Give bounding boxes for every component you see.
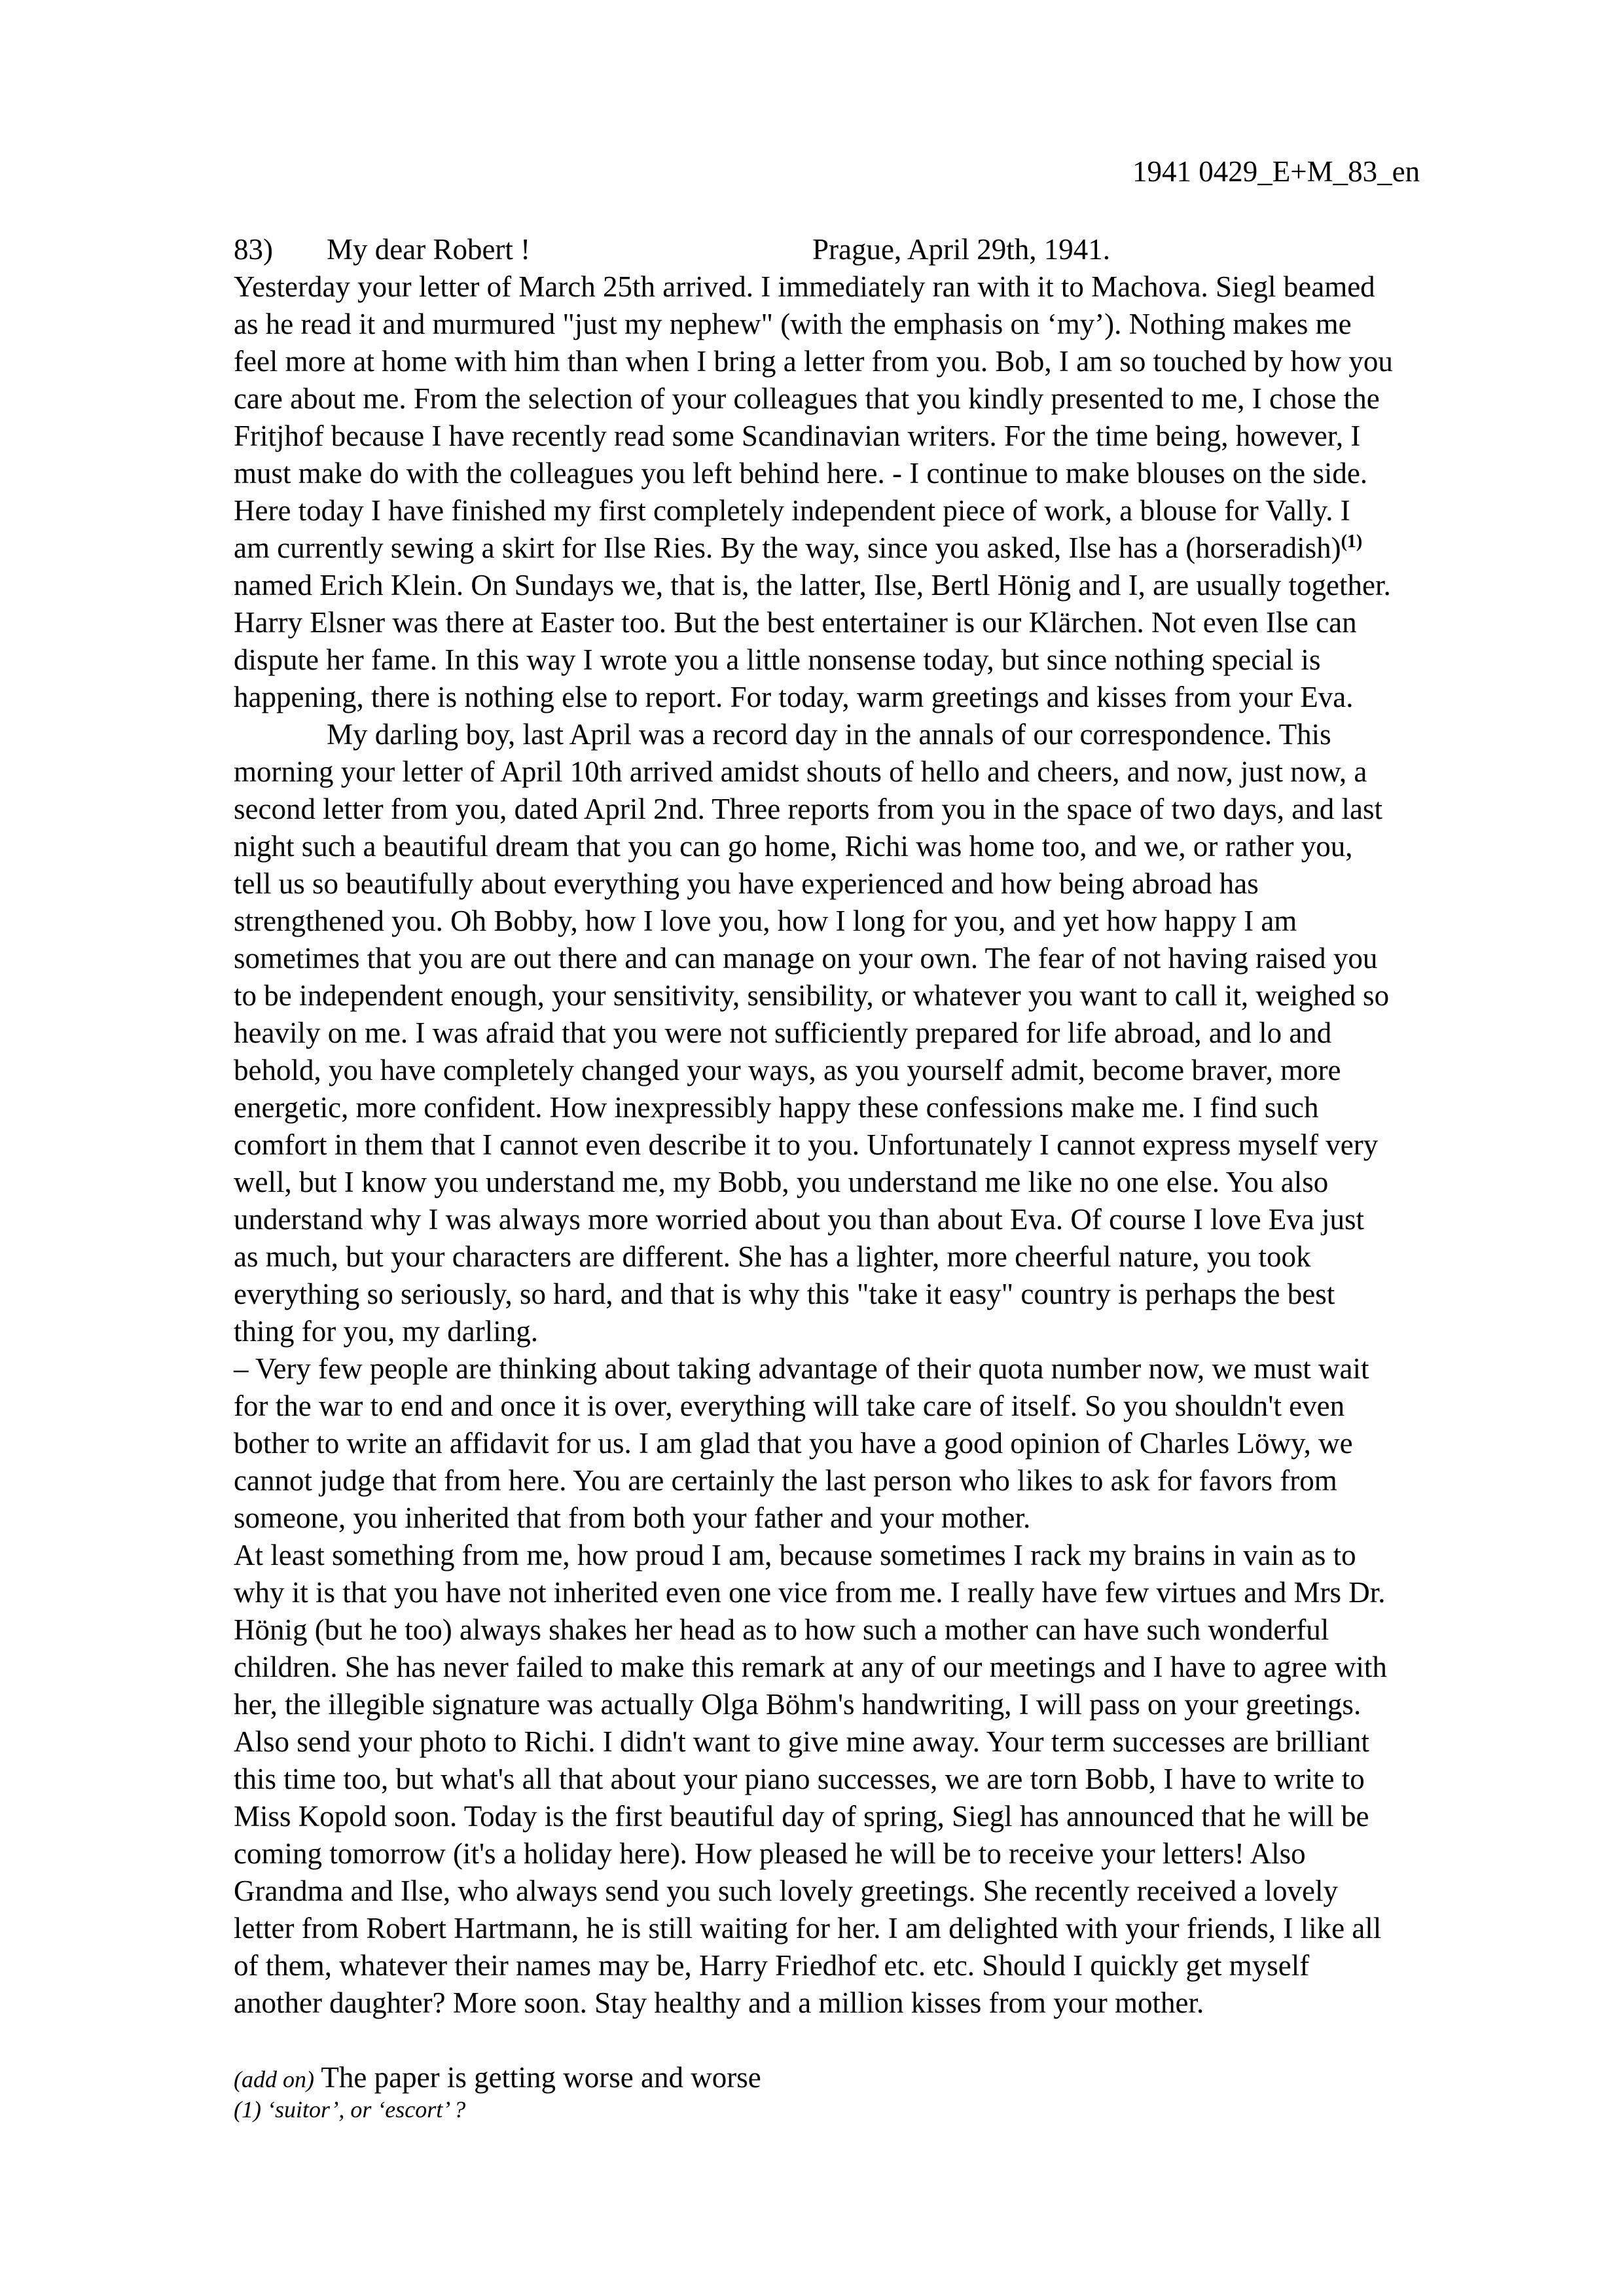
- text-line: My darling boy, last April was a record day in the annals of our correspondence. This: [327, 718, 1331, 751]
- text-line: At least something from me, how proud I am, because sometimes I rack my brains in vain as to: [234, 1539, 1356, 1571]
- text-line: must make do with the colleagues you left behind here. - I continue to make blouses on the side.: [234, 457, 1368, 490]
- addon-text: The paper is getting worse and worse: [314, 2061, 761, 2094]
- text-line: named Erich Klein. On Sundays we, that is, the latter, Ilse, Bertl Hönig and I, are usually together.: [234, 569, 1391, 601]
- footnote-marker: (1): [1341, 531, 1363, 552]
- text-line: sometimes that you are out there and can manage on your own. The fear of not having raised you: [234, 942, 1378, 975]
- text-line: second letter from you, dated April 2nd. Three reports from you in the space of two days, and last: [234, 793, 1382, 825]
- text-line: children. She has never failed to make this remark at any of our meetings and I have to agree with: [234, 1651, 1387, 1683]
- text-line: care about me. From the selection of your colleagues that you kindly presented to me, I chose the: [234, 382, 1380, 415]
- salutation: My dear Robert !: [327, 233, 531, 266]
- text-line: as much, but your characters are different. She has a lighter, more cheerful nature, you took: [234, 1240, 1311, 1273]
- text-line: happening, there is nothing else to report. For today, warm greetings and kisses from your Eva.: [234, 681, 1354, 713]
- text-line-with-footnote: [234, 529, 1530, 567]
- addon-label: (add on): [234, 2066, 314, 2092]
- text-line: heavily on me. I was afraid that you were not sufficiently prepared for life abroad, and lo and: [234, 1016, 1332, 1049]
- text-line: understand why I was always more worried about you than about Eva. Of course I love Eva just: [234, 1203, 1365, 1236]
- text-line: letter from Robert Hartmann, he is still waiting for her. I am delighted with your friends, I like all: [234, 1912, 1382, 1945]
- text-line: Miss Kopold soon. Today is the first beautiful day of spring, Siegl has announced that he will be: [234, 1800, 1369, 1833]
- text-line: Here today I have finished my first completely independent piece of work, a blouse for Vally. I: [234, 494, 1350, 527]
- text-line: Harry Elsner was there at Easter too. But the best entertainer is our Klärchen. Not even Ilse can: [234, 606, 1357, 639]
- text-line: night such a beautiful dream that you can go home, Richi was home too, and we, or rather you,: [234, 830, 1353, 863]
- text-line: Also send your photo to Richi. I didn't want to give mine away. Your term successes are brilliant: [234, 1725, 1369, 1758]
- text-line: morning your letter of April 10th arrived amidst shouts of hello and cheers, and now, just now, a: [234, 755, 1367, 788]
- text-line: dispute her fame. In this way I wrote you a little nonsense today, but since nothing special is: [234, 643, 1321, 676]
- text-line: as he read it and murmured "just my nephew" (with the emphasis on ‘my’). Nothing makes me: [234, 308, 1352, 340]
- letter-number: 83): [234, 233, 273, 266]
- text-line: am currently sewing a skirt for Ilse Ries. By the way, since you asked, Ilse has a (horseradish): [234, 531, 1341, 564]
- text-line: cannot judge that from here. You are certainly the last person who likes to ask for favors from: [234, 1464, 1337, 1497]
- text-line: energetic, more confident. How inexpressibly happy these confessions make me. I find such: [234, 1091, 1319, 1124]
- text-line: of them, whatever their names may be, Harry Friedhof etc. etc. Should I quickly get myself: [234, 1949, 1310, 1982]
- text-line: comfort in them that I cannot even describe it to you. Unfortunately I cannot express myself very: [234, 1128, 1379, 1161]
- place-date: Prague, April 29th, 1941.: [812, 233, 1110, 266]
- text-line: thing for you, my darling.: [234, 1315, 538, 1348]
- text-line: her, the illegible signature was actually Olga Böhm's handwriting, I will pass on your greetings.: [234, 1688, 1362, 1721]
- text-line: everything so seriously, so hard, and that is why this "take it easy" country is perhaps the best: [234, 1278, 1335, 1310]
- text-line: bother to write an affidavit for us. I am glad that you have a good opinion of Charles Löwy, we: [234, 1427, 1353, 1460]
- letter-header: [234, 230, 1477, 268]
- text-line: Fritjhof because I have recently read some Scandinavian writers. For the time being, however, I: [234, 420, 1361, 452]
- text-line: why it is that you have not inherited even one vice from me. I really have few virtues and Mrs Dr.: [234, 1576, 1386, 1609]
- text-line: another daughter? More soon. Stay healthy and a million kisses from your mother.: [234, 1986, 1204, 2019]
- text-line: Hönig (but he too) always shakes her head as to how such a mother can have such wonderful: [234, 1613, 1329, 1646]
- footnote: (1) ‘suitor’, or ‘escort’ ?: [234, 2096, 466, 2123]
- text-line: feel more at home with him than when I bring a letter from you. Bob, I am so touched by how you: [234, 345, 1393, 378]
- document-id: 1941 0429_E+M_83_en: [1132, 155, 1420, 188]
- letter-body: [234, 268, 1530, 2096]
- text-line: – Very few people are thinking about taking advantage of their quota number now, we must wait: [234, 1352, 1369, 1385]
- text-line: Yesterday your letter of March 25th arrived. I immediately ran with it to Machova. Siegl beamed: [234, 270, 1375, 303]
- text-line: someone, you inherited that from both your father and your mother.: [234, 1501, 1031, 1534]
- text-line: [234, 2022, 1530, 2059]
- addon-line: [234, 2059, 1530, 2096]
- text-line: tell us so beautifully about everything you have experienced and how being abroad has: [234, 867, 1259, 900]
- text-line: to be independent enough, your sensitivity, sensibility, or whatever you want to call it, weighed so: [234, 979, 1390, 1012]
- text-line: strengthened you. Oh Bobby, how I love you, how I long for you, and yet how happy I am: [234, 905, 1297, 937]
- text-line: this time too, but what's all that about your piano successes, we are torn Bobb, I have to write to: [234, 1763, 1365, 1795]
- text-line: for the war to end and once it is over, everything will take care of itself. So you shouldn't even: [234, 1390, 1345, 1422]
- text-line: Grandma and Ilse, who always send you such lovely greetings. She recently received a lovely: [234, 1874, 1338, 1907]
- text-line: well, but I know you understand me, my Bobb, you understand me like no one else. You also: [234, 1166, 1329, 1198]
- text-line: behold, you have completely changed your ways, as you yourself admit, become braver, more: [234, 1054, 1341, 1086]
- text-line: coming tomorrow (it's a holiday here). How pleased he will be to receive your letters! Also: [234, 1837, 1306, 1870]
